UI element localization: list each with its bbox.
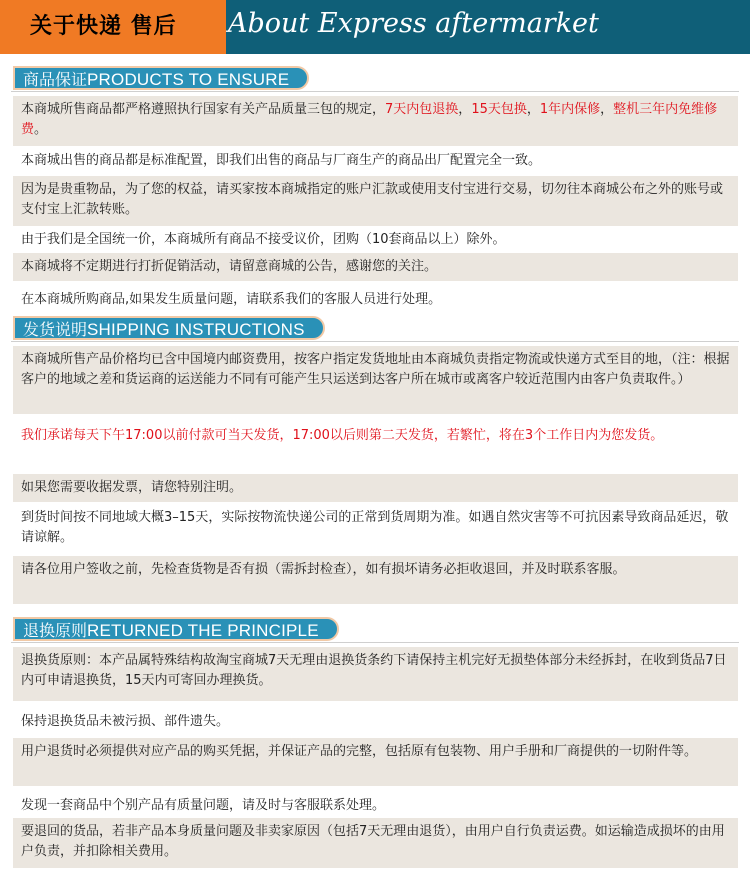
section-returns-title-cn: 退换原则 [23, 621, 88, 640]
text: ， [458, 102, 472, 117]
section-products-heading [13, 66, 309, 90]
products-paragraph-6: 在本商城所购商品,如果发生质量问题，请联系我们的客服人员进行处理。 [21, 292, 442, 307]
section-returns-title-en: RETURNED THE PRINCIPLE [87, 621, 319, 640]
shipping-paragraph-5: 请各位用户签收之前，先检查货物是否有损（需拆封检查），如有损坏请务必拒收退回，并及时联系客服。 [13, 556, 738, 604]
highlight-7-day-return: 7天内包退换 [385, 102, 459, 117]
returns-paragraph-3: 用户退货时必须提供对应产品的购买凭据，并保证产品的完整，包括原有包装物、用户手册和厂商提供的一切附件等。 [13, 738, 738, 786]
highlight-1-year-warranty: 1年内保修 [539, 102, 601, 117]
divider [11, 91, 739, 92]
text: ， [600, 102, 614, 117]
section-returns-heading [13, 617, 339, 641]
header-banner [0, 0, 750, 54]
text: 。 [34, 122, 48, 137]
banner-title-cn: 关于快递 售后 [0, 0, 226, 54]
shipping-paragraph-1: 本商城所售产品价格均已含中国境内邮资费用，按客户指定发货地址由本商城负责指定物流或快递方式至目的地，（注：根据客户的地域之差和货运商的运送能力不同有可能产生只运送到达客户所在城市或离客户较近范围内由客户负责取件。） [13, 346, 738, 414]
text: ， [526, 102, 540, 117]
section-shipping-title-cn: 发货说明 [23, 320, 88, 339]
shipping-paragraph-4: 到货时间按不同地域大概3–15天，实际按物流快递公司的正常到货周期为准。如遇自然灾害等不可抗因素导致商品延迟，敬请谅解。 [21, 510, 729, 545]
returns-paragraph-1: 退换货原则：本产品属特殊结构故淘宝商城7天无理由退换货条约下请保持主机完好无损垫体部分未经拆封，在收到货品7日内可申请退换货，15天内可寄回办理换货。 [13, 647, 738, 701]
returns-paragraph-5: 要退回的货品，若非产品本身质量问题及非卖家原因（包括7天无理由退货），由用户自行负责运费。如运输造成损坏的由用户负责，并扣除相关费用。 [13, 818, 738, 868]
products-paragraph-3: 因为是贵重物品，为了您的权益，请买家按本商城指定的账户汇款或使用支付宝进行交易，切勿往本商城公布之外的账号或支付宝上汇款转账。 [13, 176, 738, 226]
shipping-paragraph-2: 我们承诺每天下午17:00以前付款可当天发货，17:00以后则第二天发货，若繁忙，将在3个工作日内为您发货。 [21, 428, 664, 443]
section-shipping-title-en: SHIPPING INSTRUCTIONS [87, 320, 305, 339]
banner-title-en: About Express aftermarket [228, 8, 599, 39]
banner-title-en-panel [226, 0, 750, 54]
section-shipping-heading [13, 316, 325, 340]
section-products-title-cn: 商品保证 [23, 70, 88, 89]
section-products-title-en: PRODUCTS TO ENSURE [87, 70, 290, 89]
returns-paragraph-4: 发现一套商品中个别产品有质量问题，请及时与客服联系处理。 [21, 798, 386, 813]
divider [11, 341, 739, 342]
products-paragraph-4: 由于我们是全国统一价，本商城所有商品不接受议价，团购（10套商品以上）除外。 [21, 232, 506, 247]
highlight-3-year-free-repair: 整机三年内免维修费 [21, 102, 718, 137]
highlight-15-day-exchange: 15天包换 [471, 102, 527, 117]
text: 本商城所售商品都严格遵照执行国家有关产品质量三包的规定， [21, 102, 386, 117]
shipping-paragraph-3: 如果您需要收据发票，请您特别注明。 [13, 474, 738, 502]
products-paragraph-5: 本商城将不定期进行打折促销活动，请留意商城的公告，感谢您的关注。 [13, 253, 738, 281]
products-paragraph-1 [13, 96, 738, 146]
returns-paragraph-2: 保持退换货品未被污损、部件遗失。 [21, 714, 230, 729]
products-paragraph-2: 本商城出售的商品都是标准配置，即我们出售的商品与厂商生产的商品出厂配置完全一致。 [21, 153, 542, 168]
divider [11, 642, 739, 643]
